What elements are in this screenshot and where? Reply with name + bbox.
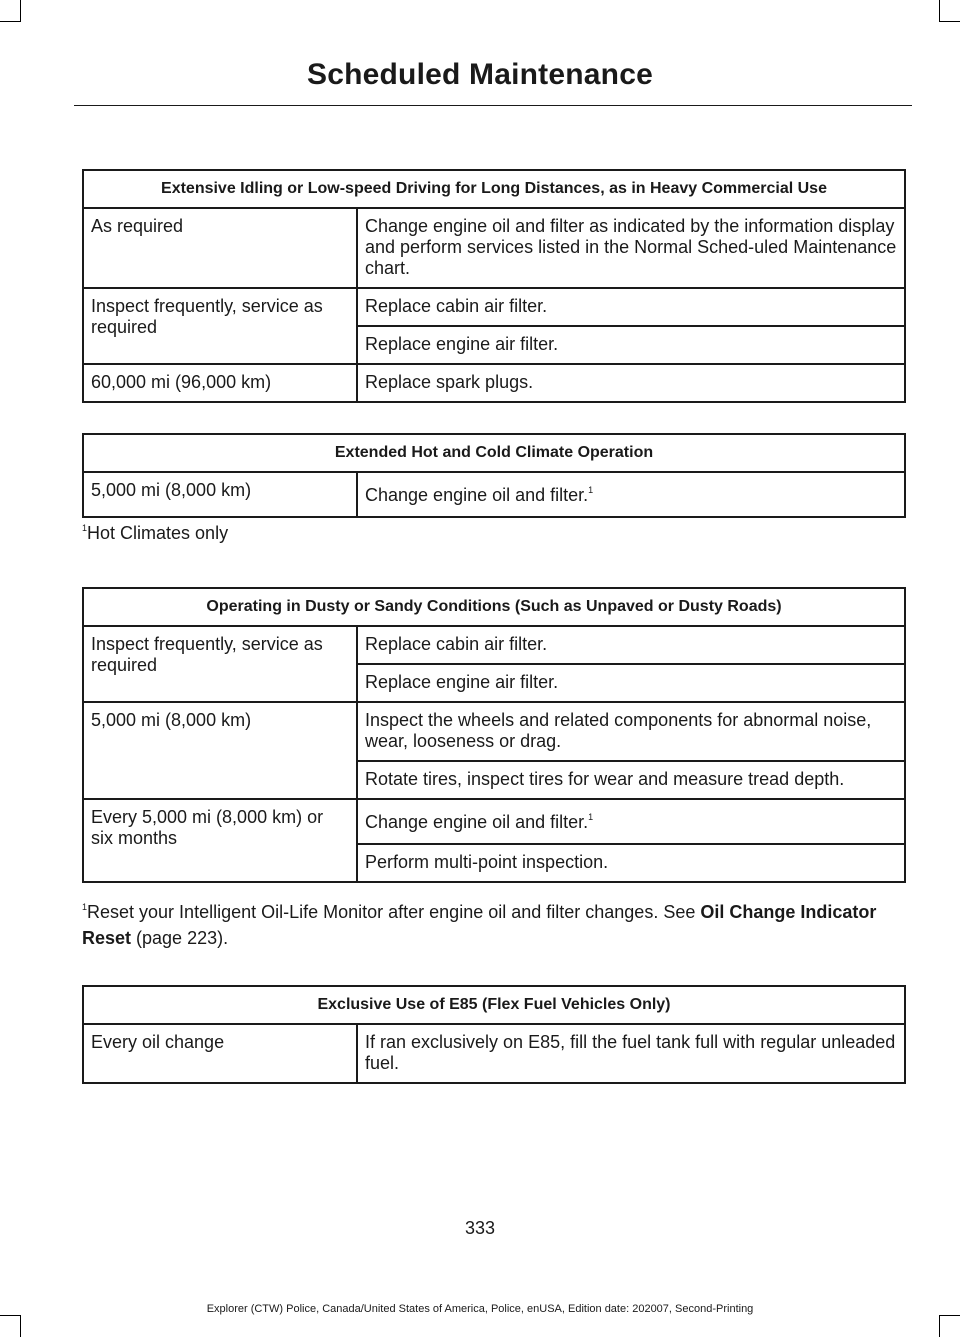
- footnote-marker: 1: [82, 523, 88, 533]
- interval-cell: Inspect frequently, service as required: [83, 288, 357, 364]
- table-row: [83, 626, 905, 664]
- footnote: [82, 520, 908, 546]
- action-cell: Replace engine air filter.: [357, 664, 905, 702]
- footnote-marker: 1: [82, 902, 88, 912]
- action-cell: Replace cabin air filter.: [357, 288, 905, 326]
- footnote: [82, 899, 908, 951]
- table-row: [83, 702, 905, 761]
- action-text: Change engine oil and filter.: [365, 485, 589, 505]
- interval-cell: Every oil change: [83, 1024, 357, 1083]
- table-heavy-commercial-use: [82, 169, 906, 403]
- crop-mark: [940, 1315, 960, 1316]
- crop-mark: [940, 21, 960, 22]
- footnote-suffix: (page 223).: [131, 928, 229, 948]
- interval-cell: Inspect frequently, service as required: [83, 626, 357, 702]
- crop-mark: [0, 1315, 20, 1316]
- table-row: [83, 472, 905, 517]
- footnote-text: Reset your Intelligent Oil-Life Monitor after engine oil and filter changes. See: [87, 902, 701, 922]
- table-heading: Extensive Idling or Low-speed Driving for Long Distances, as in Heavy Commercial Use: [83, 170, 905, 208]
- footnote-marker: 1: [588, 812, 594, 822]
- crop-mark: [20, 1315, 21, 1337]
- table-heading: Extended Hot and Cold Climate Operation: [83, 434, 905, 472]
- table-row: [83, 364, 905, 402]
- page-footer: Explorer (CTW) Police, Canada/United States of America, Police, enUSA, Edition date: 202007, Second-Printing: [206, 1303, 754, 1315]
- table-e85-fuel: [82, 985, 906, 1084]
- footnote-marker: 1: [588, 485, 594, 495]
- page-number: 333: [464, 1218, 496, 1238]
- crop-mark: [20, 0, 21, 22]
- crop-mark: [939, 0, 940, 22]
- action-cell: Change engine oil and filter as indicated by the information display and perform services listed in the Normal Sched-uled Maintenance chart.: [357, 208, 905, 288]
- action-cell: If ran exclusively on E85, fill the fuel tank full with regular unleaded fuel.: [357, 1024, 905, 1083]
- table-row: [83, 288, 905, 326]
- table-hot-cold-climate: [82, 433, 906, 518]
- interval-cell: Every 5,000 mi (8,000 km) or six months: [83, 799, 357, 882]
- footnote-text: Hot Climates only: [87, 523, 229, 543]
- action-cell: [357, 799, 905, 844]
- table-row: [83, 1024, 905, 1083]
- table-row: [83, 799, 905, 844]
- page-title: Scheduled Maintenance: [307, 58, 653, 91]
- table-heading: Exclusive Use of E85 (Flex Fuel Vehicles Only): [83, 986, 905, 1024]
- action-cell: Replace engine air filter.: [357, 326, 905, 364]
- interval-cell: 60,000 mi (96,000 km): [83, 364, 357, 402]
- action-cell: Replace spark plugs.: [357, 364, 905, 402]
- action-cell: Inspect the wheels and related components for abnormal noise, wear, looseness or drag.: [357, 702, 905, 761]
- interval-cell: As required: [83, 208, 357, 288]
- cross-reference-link[interactable]: Oil Change Indicator Reset: [82, 902, 877, 948]
- action-cell: [357, 472, 905, 517]
- table-dusty-sandy-conditions: [82, 587, 906, 883]
- interval-cell: 5,000 mi (8,000 km): [83, 702, 357, 799]
- crop-mark: [0, 21, 20, 22]
- table-row: [83, 208, 905, 288]
- action-text: Change engine oil and filter.: [365, 812, 589, 832]
- action-cell: Rotate tires, inspect tires for wear and measure tread depth.: [357, 761, 905, 799]
- table-heading: Operating in Dusty or Sandy Conditions (Such as Unpaved or Dusty Roads): [83, 588, 905, 626]
- title-divider: [74, 105, 912, 106]
- crop-mark: [939, 1315, 940, 1337]
- interval-cell: 5,000 mi (8,000 km): [83, 472, 357, 517]
- action-cell: Replace cabin air filter.: [357, 626, 905, 664]
- action-cell: Perform multi-point inspection.: [357, 844, 905, 882]
